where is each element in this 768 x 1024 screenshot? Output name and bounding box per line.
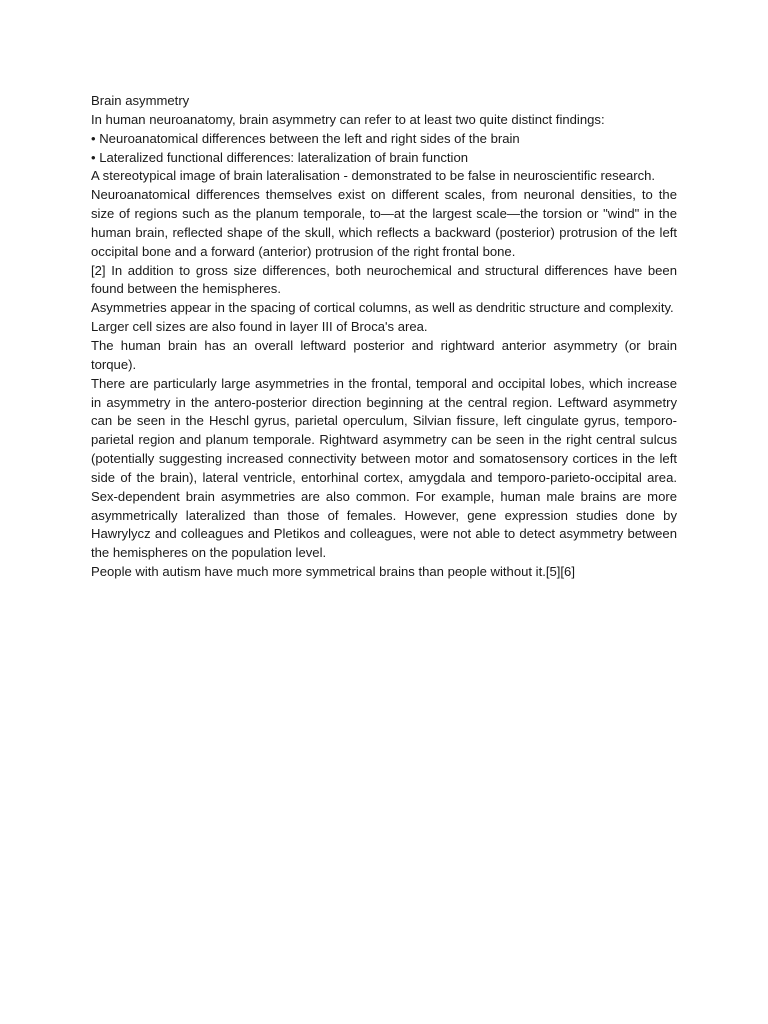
paragraph: Larger cell sizes are also found in layer III of Broca's area. <box>91 319 428 335</box>
paragraph: Asymmetries appear in the spacing of cortical columns, as well as dendritic structure and complexity. <box>91 300 674 316</box>
paragraph: A stereotypical image of brain lateralisation - demonstrated to be false in neuroscientific research. <box>91 168 656 184</box>
bullet-item: • Lateralized functional differences: lateralization of brain function <box>91 149 469 165</box>
document-title: Brain asymmetry <box>91 93 190 108</box>
paragraph: There are particularly large asymmetries in the frontal, temporal and occipital lobes, which increase in asymmetry in the antero-posterior direction beginning at the central region. Leftward asymmetry can be seen in the Heschl gyrus, parietal operculum, Silvian fissure, left cingulate gyrus, temporo-parietal region and planum temporale. Rightward asymmetry can be seen in the right central sulcus (potentially suggesting increased connectivity between motor and somatosensory cortices in the left side of the brain), lateral ventricle, entorhinal cortex, amygdala and temporo-parieto-occipital area. Sex-dependent brain asymmetries are also common. For example, human male brains are more asymmetrically lateralized than those of females. However, gene expression studies done by Hawrylycz and colleagues and Pletikos and colleagues, were not able to detect asymmetry between the hemispheres on the population level. <box>91 375 677 561</box>
bullet-item: • Neuroanatomical differences between the left and right sides of the brain <box>91 130 520 146</box>
paragraph: [2] In addition to gross size differences, both neurochemical and structural differences have been found between the hemispheres. <box>91 262 677 297</box>
intro-line: In human neuroanatomy, brain asymmetry can refer to at least two quite distinct findings: <box>91 111 605 127</box>
paragraph: The human brain has an overall leftward posterior and rightward anterior asymmetry (or brain torque). <box>91 337 677 372</box>
document-body <box>91 92 677 582</box>
paragraph: Neuroanatomical differences themselves exist on different scales, from neuronal densities, to the size of regions such as the planum temporale, to—at the largest scale—the torsion or "wind" in the human brain, reflected shape of the skull, which reflects a backward (posterior) protrusion of the left occipital bone and a forward (anterior) protrusion of the right frontal bone. <box>91 187 677 259</box>
paragraph: People with autism have much more symmetrical brains than people without it.[5][6] <box>91 564 575 580</box>
